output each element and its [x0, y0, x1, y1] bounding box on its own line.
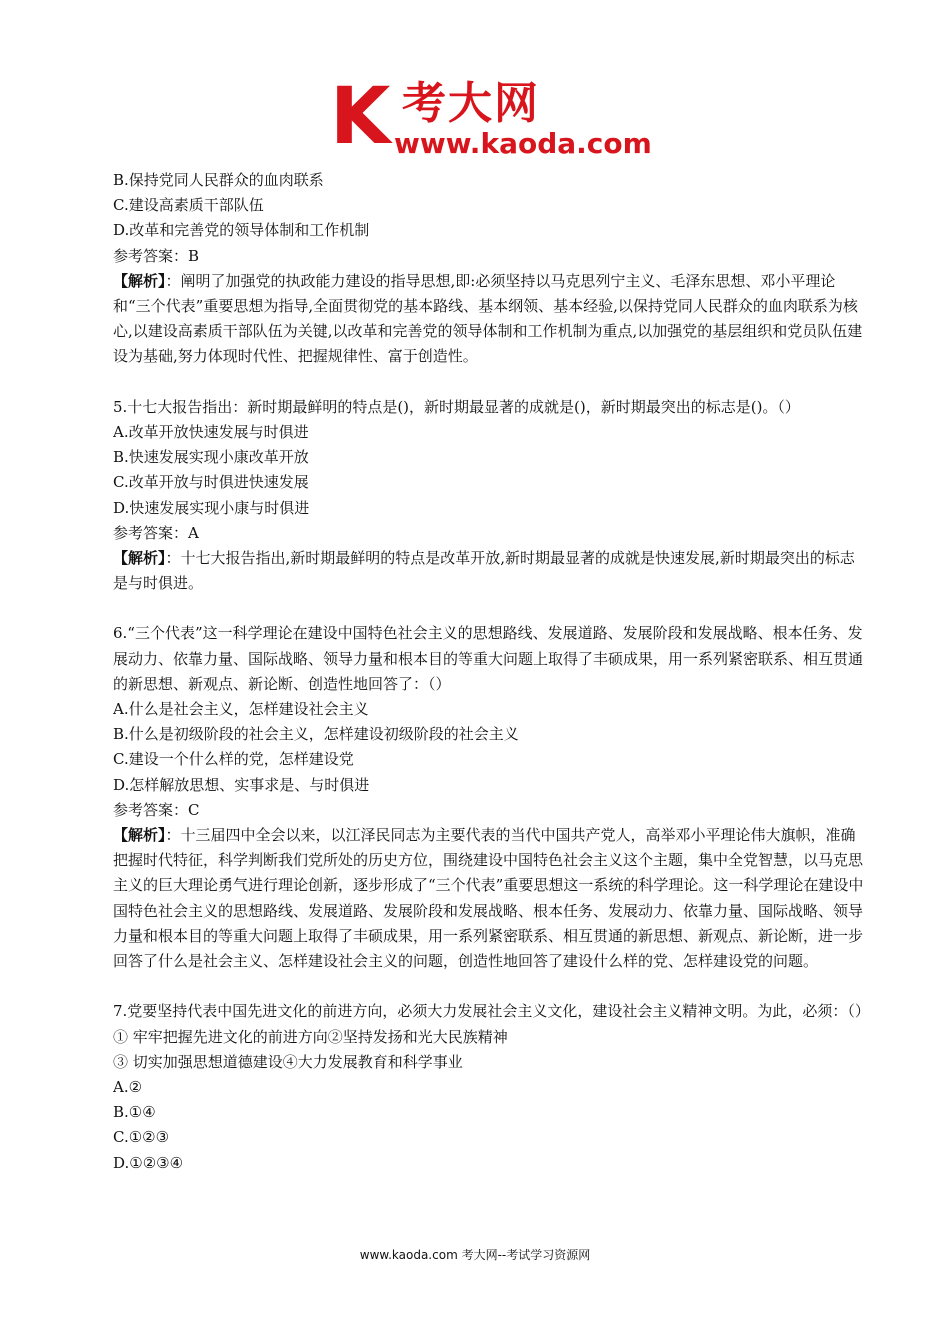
q5-option-d: D.快速发展实现小康与时俱进 — [113, 498, 310, 517]
question-7 — [113, 999, 870, 1175]
q5-option-a: A.改革开放快速发展与时俱进 — [113, 422, 309, 441]
q4-option-d: D.改革和完善党的领导体制和工作机制 — [113, 221, 370, 240]
q4-analysis-text: ：阐明了加强党的执政能力建设的指导思想,即:必须坚持以马克思列宁主义、毛泽东思想、邓小平理论和“三个代表”重要思想为指导,全面贯彻党的基本路线、基本纲领、基本经验,以保持党同人民群众的血肉联系为核心,以建设高素质干部队伍为关键,以改革和完善党的领导体制和工作机制为重点,以加强党的基层组织和党员队伍建设为基础,努力体现时代性、把握规律性、富于创造性。 — [113, 271, 863, 366]
logo-url: www.kaoda.com — [394, 127, 652, 160]
question-5 — [113, 395, 865, 597]
q5-analysis — [113, 546, 865, 596]
q4-option-b: B.保持党同人民群众的血肉联系 — [113, 171, 324, 189]
q6-option-d: D.怎样解放思想、实事求是、与时俱进 — [113, 775, 370, 794]
q7-option-a: A.② — [113, 1078, 143, 1097]
spacer — [113, 974, 865, 999]
q4-analysis — [113, 269, 865, 370]
question-4 — [113, 168, 865, 370]
q4-option-c: C.建设高素质干部队伍 — [113, 196, 264, 215]
q6-option-b: B.什么是初级阶段的社会主义，怎样建设初级阶段的社会主义 — [113, 725, 519, 744]
q5-answer: 参考答案：A — [113, 523, 199, 542]
analysis-label: 【解析】 — [113, 548, 166, 567]
q6-analysis-text: ：十三届四中全会以来，以江泽民同志为主要代表的当代中国共产党人，高举邓小平理论伟大旗帜，准确把握时代特征，科学判断我们党所处的历史方位，围绕建设中国特色社会主义这个主题，集中全党智慧，以马克思主义的巨大理论勇气进行理论创新，逐步形成了“三个代表”重要思想这一系统的科学理论。这一科学理论在建设中国特色社会主义的思想路线、发展道路、发展阶段和发展战略、根本任务、发展动力、依靠力量、国际战略、领导力量和根本目的等重大问题上取得了丰硕成果，用一系列紧密联系、相互贯通的新思想、新观点、新论断，进一步回答了什么是社会主义、怎样建设社会主义的问题，创造性地回答了建设什么样的党、怎样建设党的问题。 — [113, 826, 864, 971]
q7-option-c: C.①②③ — [113, 1128, 170, 1147]
document-body — [113, 168, 870, 1176]
q5-stem: 5.十七大报告指出：新时期最鲜明的特点是()，新时期最显著的成就是()，新时期最突出的标志是()。（） — [113, 397, 800, 416]
q7-item-2: ③ 切实加强思想道德建设④大力发展教育和科学事业 — [113, 1052, 463, 1071]
page-footer: www.kaoda.com 考大网--考试学习资源网 — [359, 1248, 591, 1262]
q6-answer: 参考答案：C — [113, 800, 200, 819]
q7-stem: 7.党要坚持代表中国先进文化的前进方向，必须大力发展社会主义文化，建设社会主义精神文明。为此，必须：（） — [113, 1002, 870, 1021]
question-6 — [113, 621, 865, 974]
analysis-label: 【解析】 — [113, 826, 166, 845]
q4-answer: 参考答案：B — [113, 246, 200, 265]
q6-option-c: C.建设一个什么样的党，怎样建设党 — [113, 750, 354, 769]
logo-name: 考大网 — [402, 78, 540, 129]
q6-analysis — [113, 823, 865, 974]
q5-analysis-text: ：十七大报告指出,新时期最鲜明的特点是改革开放,新时期最显著的成就是快速发展,新时期最突出的标志是与时俱进。 — [113, 548, 855, 593]
spacer — [113, 370, 865, 395]
q6-option-a: A.什么是社会主义，怎样建设社会主义 — [113, 700, 369, 719]
q7-option-b: B.①④ — [113, 1103, 156, 1122]
q7-option-d: D.①②③④ — [113, 1153, 184, 1172]
q5-option-c: C.改革开放与时俱进快速发展 — [113, 473, 309, 492]
spacer — [113, 596, 865, 621]
kaoda-logo — [330, 72, 652, 162]
logo-k-mark: K — [330, 72, 391, 162]
analysis-label: 【解析】 — [113, 271, 166, 290]
q7-item-1: ① 牢牢把握先进文化的前进方向②坚持发扬和光大民族精神 — [113, 1027, 508, 1046]
q6-stem: 6.“三个代表”这一科学理论在建设中国特色社会主义的思想路线、发展道路、发展阶段和发展战略、根本任务、发展动力、依靠力量、国际战略、领导力量和根本目的等重大问题上取得了丰硕成果，用一系列紧密联系、相互贯通的新思想、新观点、新论断、创造性地回答了：（） — [113, 624, 864, 693]
q5-option-b: B.快速发展实现小康改革开放 — [113, 448, 309, 467]
